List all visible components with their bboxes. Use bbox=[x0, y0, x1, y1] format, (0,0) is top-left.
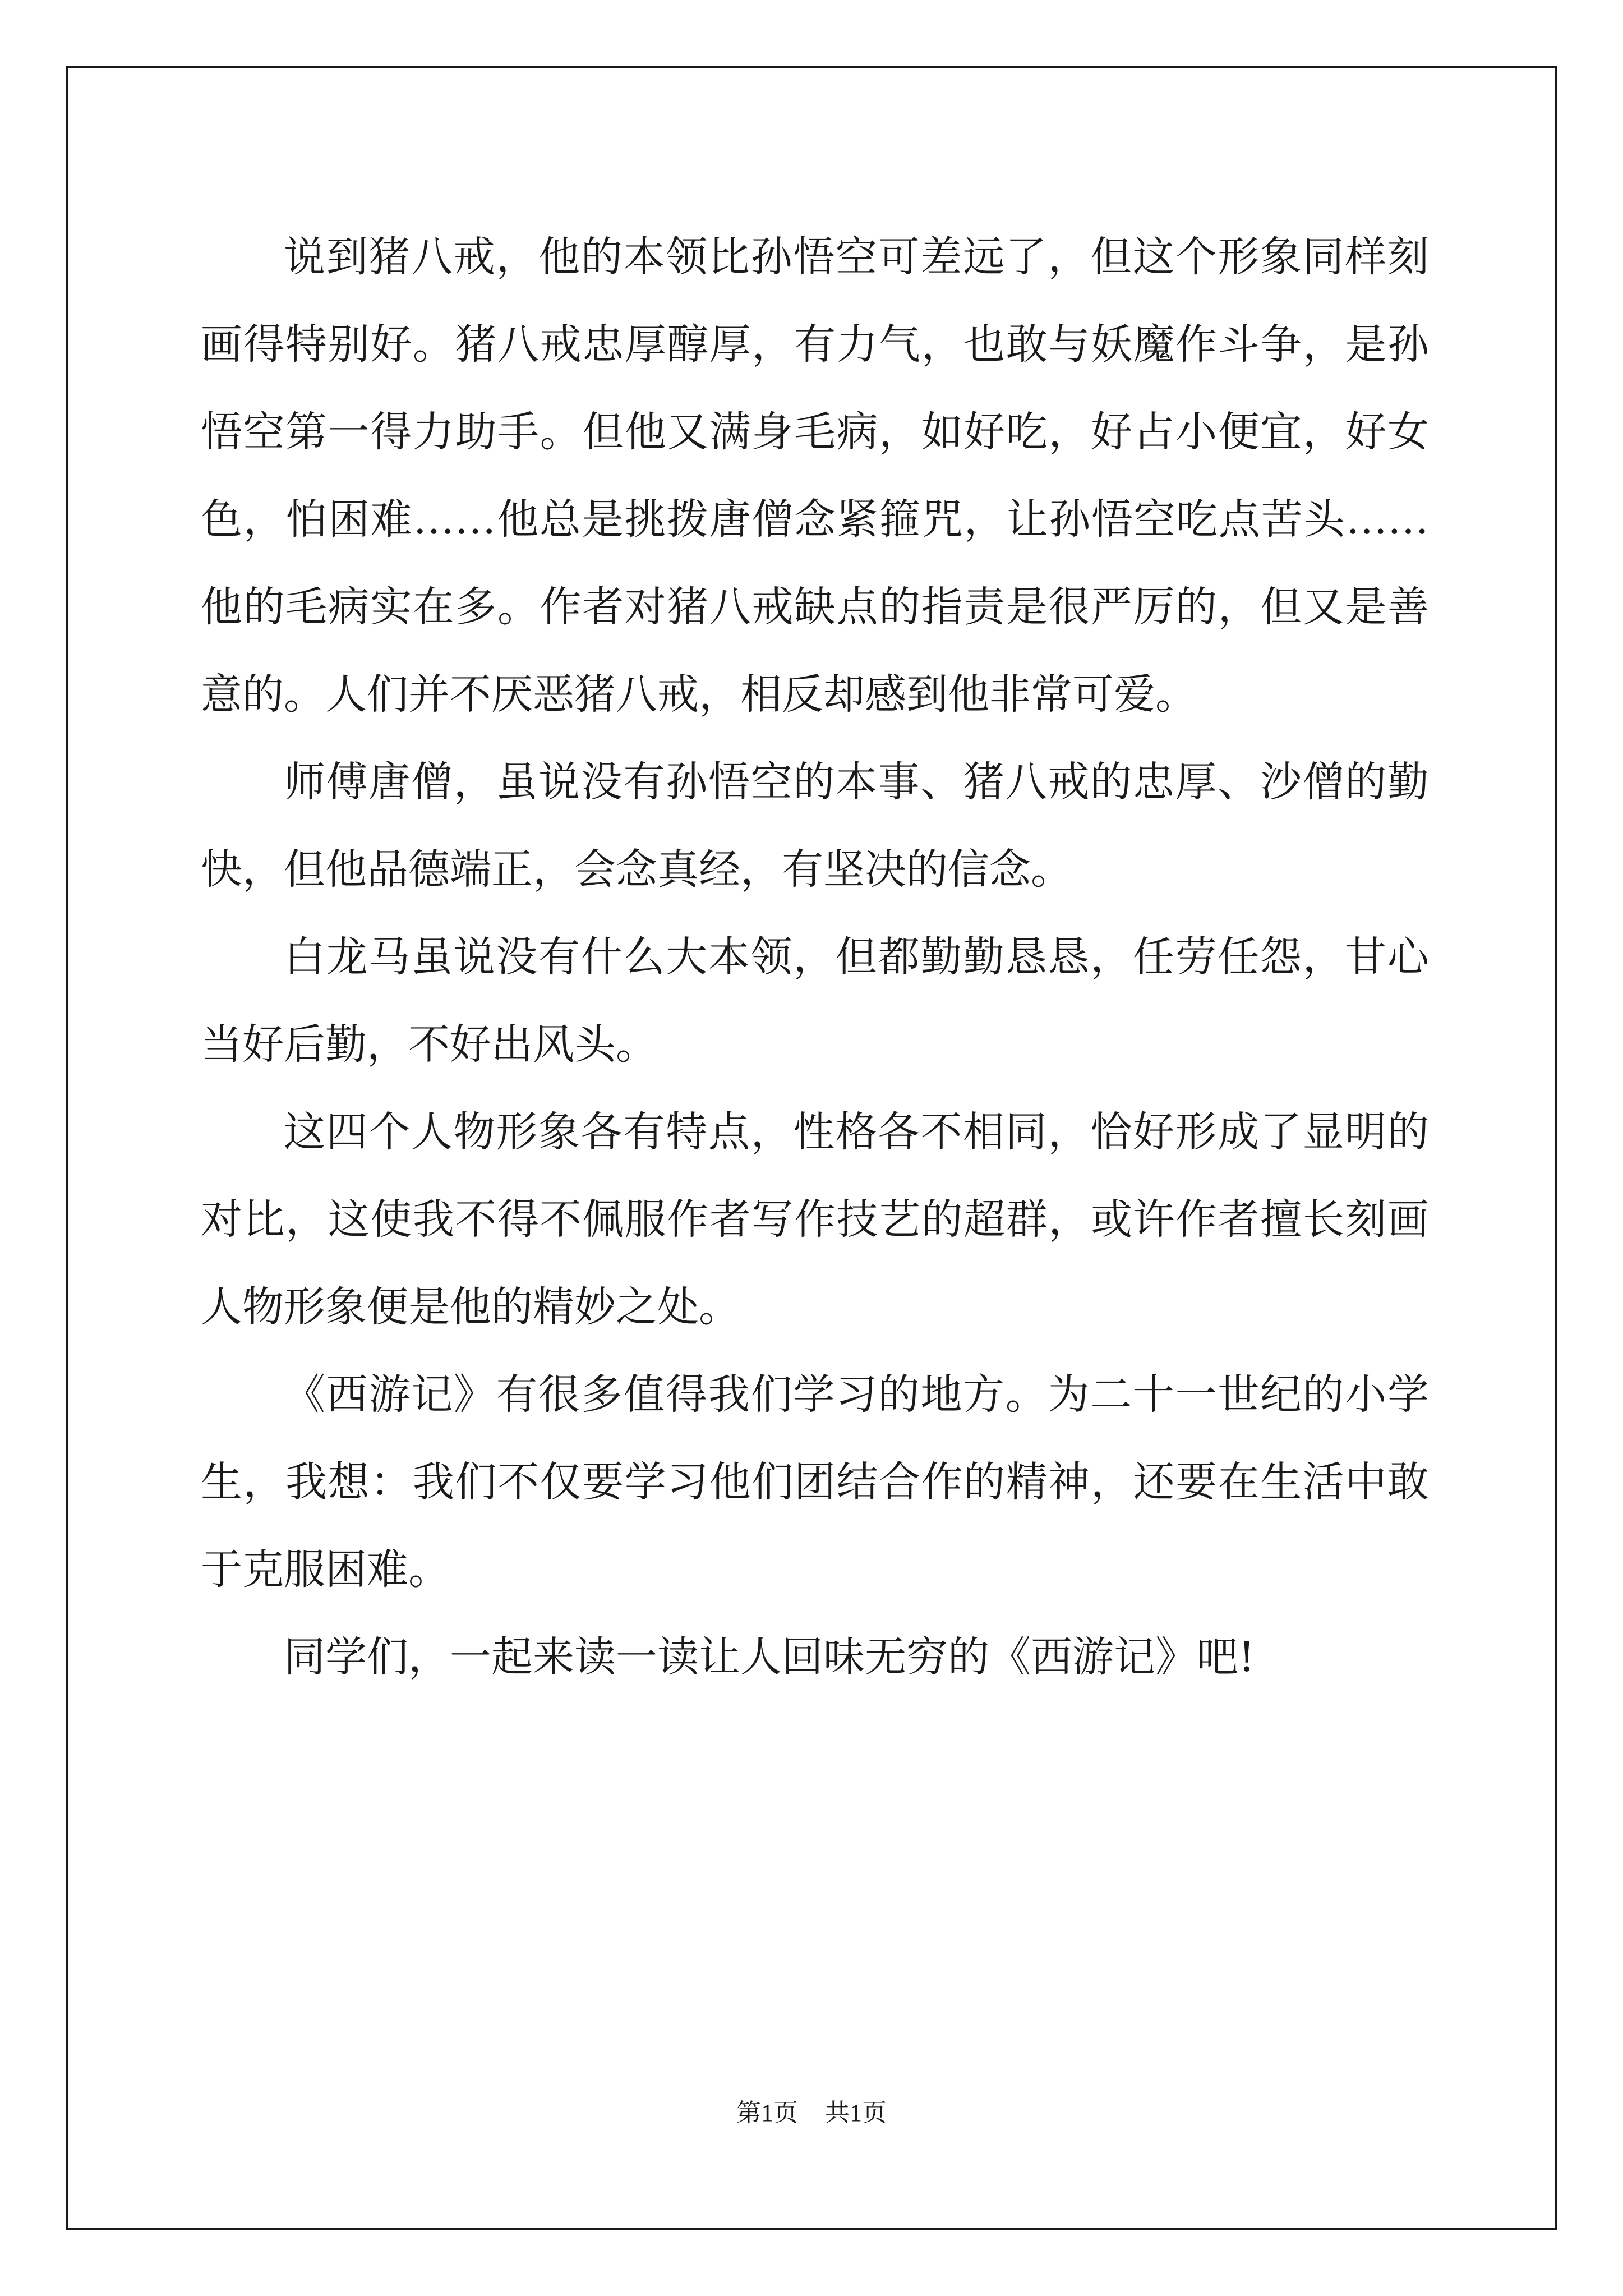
paragraph-6: 同学们，一起来读一读让人回味无穷的《西游记》吧! bbox=[284, 1633, 1255, 1681]
paragraph-3: 白龙马虽说没有什么大本领，但都勤勤恳恳，任劳任怨，甘心当好后勤，不好出风头。 bbox=[201, 933, 1429, 1069]
page-footer bbox=[0, 2092, 1623, 2128]
page-number: 第1页 bbox=[736, 2099, 798, 2127]
paragraph-2: 师傅唐僧，虽说没有孙悟空的本事、猪八戒的忠厚、沙僧的勤快，但他品德端正，会念真经，有坚决的信念。 bbox=[201, 758, 1429, 894]
paragraph-4: 这四个人物形象各有特点，性格各不相同，恰好形成了显明的对比，这使我不得不佩服作者写作技艺的超群，或许作者擅长刻画人物形象便是他的精妙之处。 bbox=[201, 1108, 1429, 1331]
document-body bbox=[201, 213, 1429, 1701]
paragraph-5: 《西游记》有很多值得我们学习的地方。为二十一世纪的小学生，我想：我们不仅要学习他们团结合作的精神，还要在生活中敢于克服困难。 bbox=[201, 1370, 1429, 1594]
paragraph-1: 说到猪八戒，他的本领比孙悟空可差远了，但这个形象同样刻画得特别好。猪八戒忠厚醇厚，有力气，也敢与妖魔作斗争，是孙悟空第一得力助手。但他又满身毛病，如好吃，好占小便宜，好女色，怕困难……他总是挑拨唐僧念紧箍咒，让孙悟空吃点苦头……他的毛病实在多。作者对猪八戒缺点的指责是很严厉的，但又是善意的。人们并不厌恶猪八戒，相反却感到他非常可爱。 bbox=[201, 233, 1429, 719]
page-total: 共1页 bbox=[825, 2099, 887, 2127]
